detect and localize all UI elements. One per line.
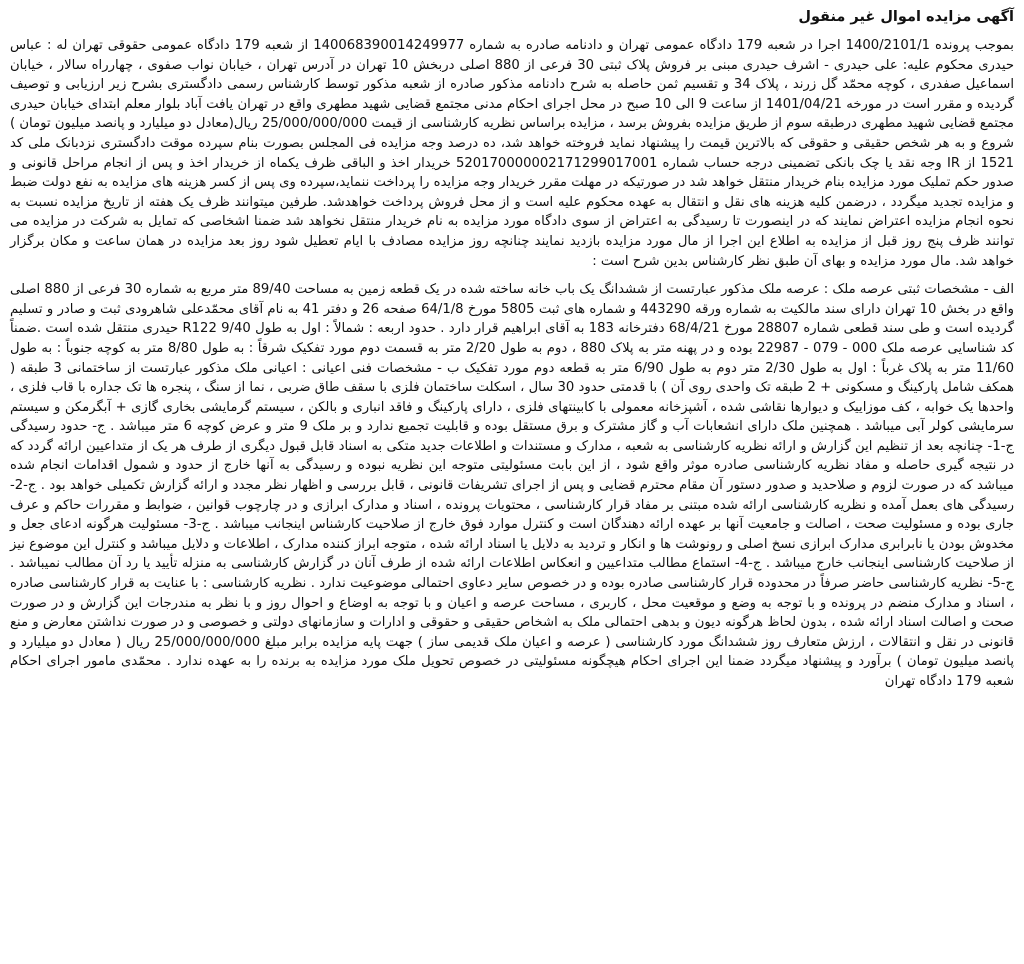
- notice-title: آگهی مزایده اموال غیر منقول: [798, 9, 1014, 25]
- notice-paragraph-intro: بموجب پرونده 1400/2101/1 اجرا در شعبه 179 دادگاه عمومی تهران و دادنامه صادره به شماره 140068390014249977 از شعبه 179 دادگاه عمومی حقوقی تهران له : عباس حیدری محکوم علیه: علی حیدری - اشرف حیدری مبنی بر فروش پلاک ثبتی 30 فرعی از 880 اصلی دربخش 10 تهران در آدرس تهران ، خیابان نواب صفوی ، چهارراه سالار ، خیابان اسماعیل صفدری ، کوچه محمّد گل زرند ، پلاک 34 و تقسیم ثمن حاصله به شرح دادنامه مذکور صادره از شعبه مذکور توسط کارشناس رسمی دادگستری بشرح زیر ارزیابی و توصیف گردیده و مقرر است در مورخه 1401/04/21 از ساعت 9 الی 10 صبح در محل اجرای احکام مدنی مجتمع قضایی شهید مطهری واقع در تهران یافت آباد بلوار معلم ابتدای خیابان حیدری مجتمع قضایی شهید مطهری درطبقه سوم از طریق مزایده بفروش برسد ، مزایده براساس نظریه کارشناسی از قیمت 25/000/000/000 ریال(معادل دو میلیارد و پانصد میلیون تومان ) شروع و به هر شخص حقیقی و حقوقی که بالاترین قیمت را پیشنهاد نماید فروخته خواهد شد، ده درصد وجه مزایده فی المجلس بصورت بنام سپرده موقت دادگستری نزدبانک ملی کد 1521 از IR وجه نقد یا چک بانکی تضمینی درجه حساب شماره 520170000002171299017001 خریدار اخذ و الباقی ظرف یکماه از خریدار اخذ و پس از انجام مراحل قانونی و صدور حکم تملیک مورد مزایده بنام خریدار منتقل خواهد شد در صورتیکه در مهلت مقرر خریدار وجه مزایده را پرداخت ننماید،سپرده وی پس از کسر هزینه های مزایده به نفع دولت ضبط و مزایده تجدید میگردد ، درضمن کلیه هزینه های نقل و انتقال به عهده محکوم علیه است و از محل فروش پرداخت خواهدشد. طرفین میتوانند ظرف یک هفته از تاریخ مزایده نسبت به نحوه انجام مزایده اعتراض نمایند که در اینصورت تا رسیدگی به اعتراض از سوی دادگاه مورد مزایده به نام خریدار منتقل نخواهد شد ضمنا اشخاصی که تمایل به شرکت در مزایده می توانند ظرف پنج روز قبل از مزایده به اطلاع این اجرا از مال مورد مزایده بازدید نمایند چنانچه روز مزایده مصادف با ایام تعطیل شود روز بعد مزایده در همان ساعت و مکان برگزار خواهد شد. مال مورد مزایده و بهای آن طبق نظر کارشناس بدین شرح است :: [10, 38, 1015, 269]
- notice-paragraph-specs: الف - مشخصات ثبتی عرصه ملک : عرصه ملک مذکور عبارتست از ششدانگ یک باب خانه ساخته شده در یک قطعه زمین به مساحت 89/40 متر مربع به شماره 30 فرعی از 880 اصلی واقع در بخش 10 تهران دارای سند مالکیت به شماره ورقه 443290 و شماره های ثبت 5805 مورخ 64/1/8 صفحه 26 و دفتر 41 به نام آقای محمّدعلی شاهرودی ثبت و صادر و تسلیم گردیده است و طی سند قطعی شماره 28807 مورخ 68/4/21 دفترخانه 183 به آقای ابراهیم قرار دارد . حدود اربعه : شمالاً : اول به طول 9/40 R122 حیدری منتقل شده است .ضمناً کد شناسایی عرصه ملک 000 - 079 - 22987 بوده و در پهنه متر به پلاک 880 ، دوم به طول 2/20 متر به قسمت دوم مورد تفکیک شرقاً : به طول 8/80 متر به کوچه جنوباً : به طول 11/60 متر به پلاک غرباً : اول به طول 2/30 متر دوم به طول 6/90 متر به قطعه دوم مورد تفکیک ب - مشخصات فنی اعیانی : اعیانی ملک مذکور عبارتست از ساختمانی 3 طبقه ( همکف شامل پارکینگ و مسکونی + 2 طبقه تک واحدی روی آن ) با قدمتی حدود 30 سال ، اسکلت ساختمان فلزی با سقف طاق ضربی ، نما از سنگ ، پنجره ها تک جداره با قاب فلزی ، واحدها یک خوابه ، کف موزاییک و دیوارها نقاشی شده ، آشپزخانه معمولی با کابینتهای فلزی ، دارای پارکینگ و فاقد انباری و بالکن ، سیستم گرمایشی بخاری گازی + آبگرمکن و سیستم سرمایشی کولر آبی میباشد . همچنین ملک دارای انشعابات آب و گاز مشترک و برق مستقل بوده و قابلیت تجمیع ندارد و بر ملک 9 متر و عرض کوچه 6 متر میباشد . ج- حدود رسیدگی ج-1- چنانچه بعد از تنظیم این گزارش و ارائه نظریه کارشناسی به شعبه ، مدارک و مستندات و اطلاعات جدید متکی به اسناد قابل قبول دیگری از طرف هر یک از متداعیین ارائه گردد که در نتیجه گیری حاصله و مفاد نظریه کارشناسی صادره موثر واقع شود ، از این بابت مسئولیتی متوجه این نظریه نبوده و رسیدگی به آنها خارج از حدود و شمول اقدامات انجام شده میباشد که در صورت لزوم و صلاحدید و صدور دستور آن مقام محترم قضایی و پس از اجرای تشریفات قانونی ، قابل بررسی و اظهار نظر مجدد و ارائه گزارش تکمیلی خواهد بود . ج-2- رسیدگی های بعمل آمده و نظریه کارشناسی ارائه شده مبتنی بر مفاد قرار کارشناسی ، محتویات پرونده ، اسناد و مدارک ابرازی و در چارچوب قوانین ، ضوابط و مقررات حاکم و عرف جاری بوده و مسئولیت صحت ، اصالت و جامعیت آنها بر عهده ارائه دهندگان است و کنترل موارد فوق خارج از صلاحیت کارشناس اینجانب میباشد . ج-3- مسئولیت هرگونه ادعای جعل و مخدوش بودن یا نابرابری مدارک ابرازی نسخ اصلی و رونوشت ها و انکار و تردید به دلایل یا اسناد ارائه شده ، متوجه ابراز کننده مدارک ، اطلاعات و دلایل میباشد و کنترل این موضوع نیز از صلاحیت کارشناسی اینجانب خارج میباشد . ج-4- استماع مطالب متداعیین و انعکاس اطلاعات ارائه شده از طرف آنان در گزارش کارشناسی به منزله تأیید یا رد آن مطالب نمیباشد . ج-5- نظریه کارشناسی حاضر صرفاً در محدوده قرار کارشناسی صادره بوده و در خصوص سایر دعاوی احتمالی موضوعیت ندارد . نظریه کارشناسی : با عنایت به قرار کارشناسی صادره ، اسناد و مدارک منضم در پرونده و با توجه به وضع و موقعیت محل ، کاربری ، مساحت عرصه و اعیان و با توجه به اوضاع و احوال روز و با نظر به مندرجات این گزارش و در صورت صحت و اصالت اسناد ارائه شده ، بدون لحاظ هرگونه دیون و بدهی احتمالی ملک به اشخاص حقیقی و حقوقی و ادارات و سازمانهای دولتی و خصوصی و در صورت نداشتن معارض و منع قانونی در نقل و انتقالات ، ارزش متعارف روز ششدانگ مورد کارشناسی ( عرصه و اعیان ملک قدیمی ساز ) جهت پایه مزایده برابر مبلغ 25/000/000/000 ریال ( معادل دو میلیارد و پانصد میلیون تومان ) برآورد و پیشنهاد میگردد ضمنا این اجرای احکام هیچگونه مسئولیتی در خصوص تحویل ملک مورد مزایده به برنده را به عهده ندارد . محمّدی مامور اجرای احکام شعبه 179 دادگاه تهران: [10, 282, 1015, 689]
